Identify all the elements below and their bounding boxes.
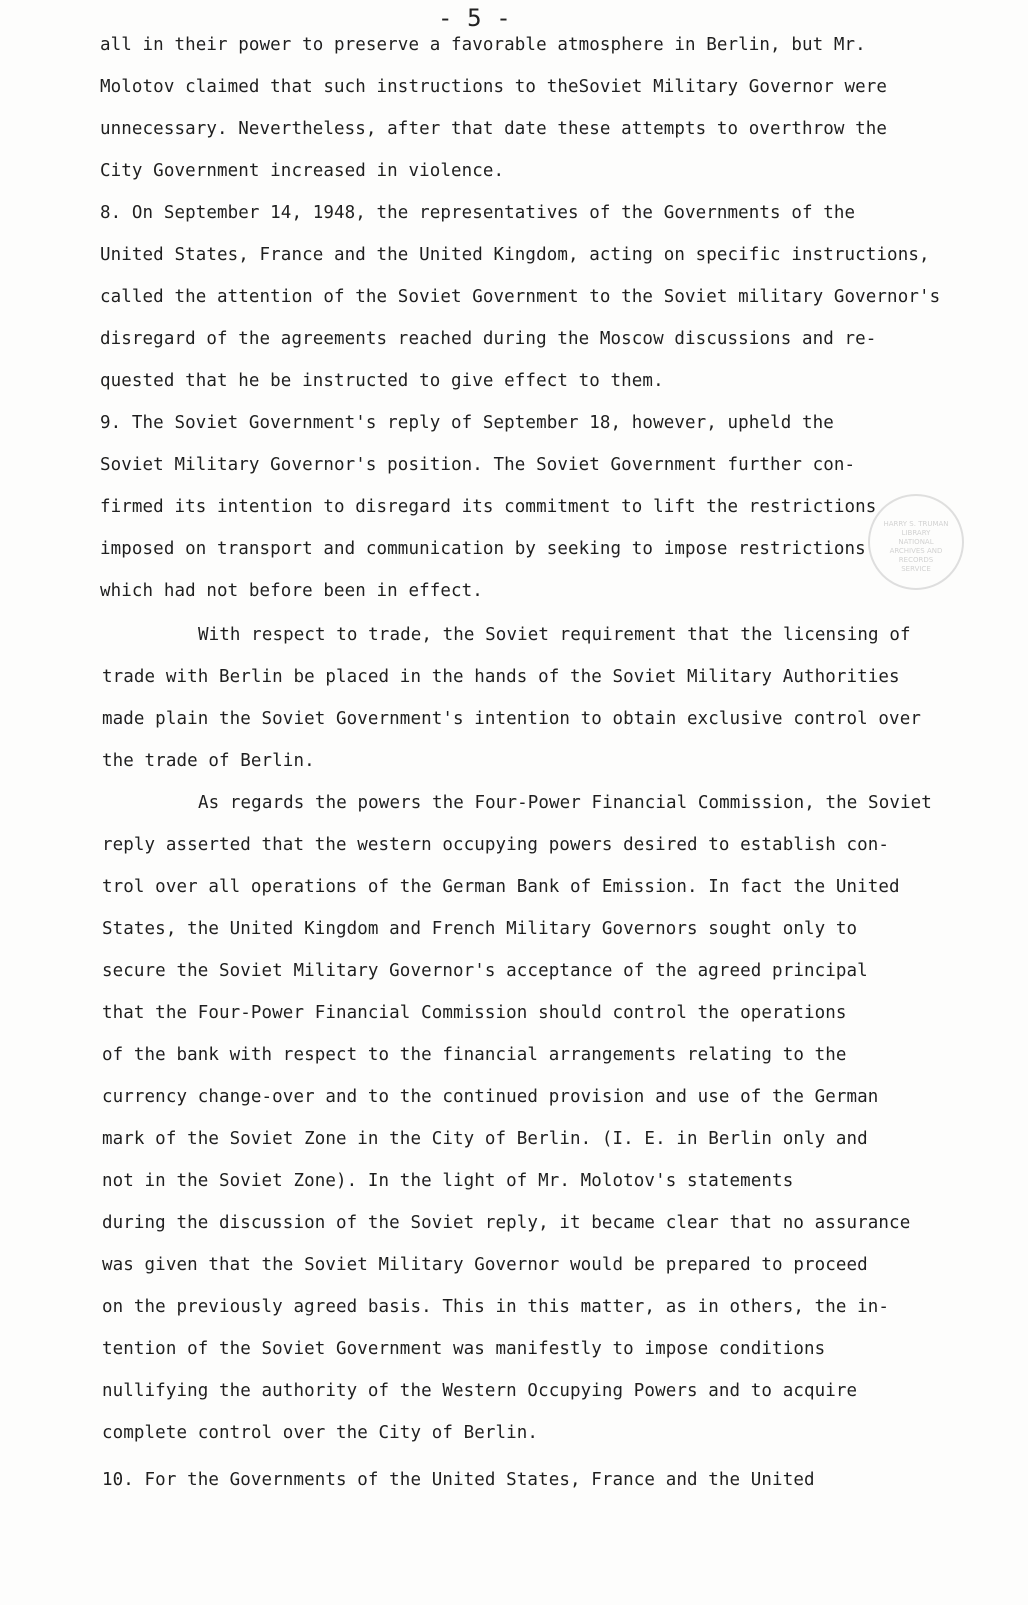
trade-paragraph-line-2: trade with Berlin be placed in the hands of the Soviet Military Authorities (102, 667, 900, 687)
financial-paragraph-line-9: mark of the Soviet Zone in the City of Berlin. (I. E. in Berlin only and (102, 1129, 868, 1149)
financial-paragraph-line-2: reply asserted that the western occupying powers desired to establish con- (102, 835, 890, 855)
financial-paragraph-line-5: secure the Soviet Military Governor's acceptance of the agreed principal (102, 961, 868, 981)
financial-paragraph-line-8: currency change-over and to the continued provision and use of the German (102, 1087, 879, 1107)
financial-paragraph-line-14: tention of the Soviet Government was manifestly to impose conditions (102, 1339, 826, 1359)
financial-paragraph-line-3: trol over all operations of the German Bank of Emission. In fact the United (102, 877, 900, 897)
trade-paragraph-line-4: the trade of Berlin. (102, 751, 315, 771)
paragraph-10-line-1: 10. For the Governments of the United States, France and the United (102, 1470, 815, 1490)
financial-paragraph-line-6: that the Four-Power Financial Commission should control the operations (102, 1003, 847, 1023)
paragraph-9-line-3: firmed its intention to disregard its commitment to lift the restrictions (100, 497, 877, 517)
financial-paragraph-line-10: not in the Soviet Zone). In the light of Mr. Molotov's statements (102, 1171, 794, 1191)
page-number: - 5 - (438, 4, 511, 32)
paragraph-8-line-5: quested that he be instructed to give effect to them. (100, 371, 664, 391)
financial-paragraph-line-7: of the bank with respect to the financial arrangements relating to the (102, 1045, 847, 1065)
trade-paragraph-line-1: With respect to trade, the Soviet requirement that the licensing of (198, 625, 911, 645)
paragraph-9-line-5: which had not before been in effect. (100, 581, 483, 601)
archive-stamp: HARRY S. TRUMAN LIBRARY NATIONAL ARCHIVES AND RECORDS SERVICE (868, 494, 964, 590)
paragraph-9-line-1: 9. The Soviet Government's reply of September 18, however, upheld the (100, 413, 834, 433)
paragraph-8-line-3: called the attention of the Soviet Government to the Soviet military Governor's (100, 287, 941, 307)
financial-paragraph-line-4: States, the United Kingdom and French Military Governors sought only to (102, 919, 858, 939)
paragraph-8-line-4: disregard of the agreements reached during the Moscow discussions and re- (100, 329, 877, 349)
paragraph-9-line-4: imposed on transport and communication by seeking to impose restrictions (100, 539, 866, 559)
paragraph-9-line-2: Soviet Military Governor's position. The Soviet Government further con- (100, 455, 856, 475)
financial-paragraph-line-11: during the discussion of the Soviet reply, it became clear that no assurance (102, 1213, 911, 1233)
financial-paragraph-line-15: nullifying the authority of the Western Occupying Powers and to acquire (102, 1381, 858, 1401)
text-line-2: Molotov claimed that such instructions to theSoviet Military Governor were (100, 77, 888, 97)
text-line-1: all in their power to preserve a favorable atmosphere in Berlin, but Mr. (100, 35, 866, 55)
trade-paragraph-line-3: made plain the Soviet Government's intention to obtain exclusive control over (102, 709, 921, 729)
financial-paragraph-line-1: As regards the powers the Four-Power Financial Commission, the Soviet (198, 793, 932, 813)
paragraph-8-line-1: 8. On September 14, 1948, the representatives of the Governments of the (100, 203, 856, 223)
financial-paragraph-line-16: complete control over the City of Berlin. (102, 1423, 539, 1443)
text-line-3: unnecessary. Nevertheless, after that date these attempts to overthrow the (100, 119, 888, 139)
paragraph-8-line-2: United States, France and the United Kingdom, acting on specific instructions, (100, 245, 930, 265)
financial-paragraph-line-12: was given that the Soviet Military Governor would be prepared to proceed (102, 1255, 868, 1275)
financial-paragraph-line-13: on the previously agreed basis. This in this matter, as in others, the in- (102, 1297, 890, 1317)
text-line-4: City Government increased in violence. (100, 161, 505, 181)
